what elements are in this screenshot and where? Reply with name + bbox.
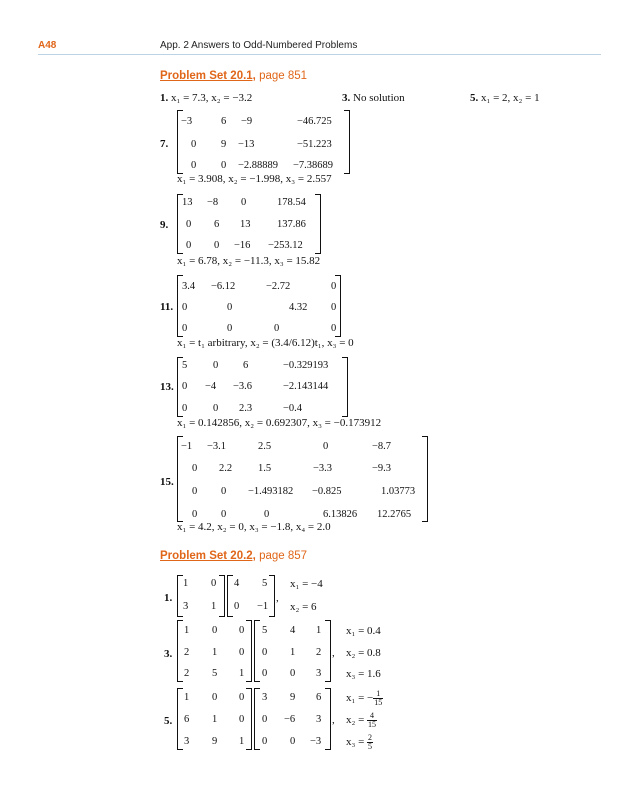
matrix-cell: 0 [192,509,198,520]
separator-comma: , [332,714,335,726]
matrix-cell: 1 [212,714,218,725]
matrix-bracket-left [177,688,183,750]
solution-prefix: x₃ = [346,736,368,749]
matrix-cell: 0 [331,281,337,292]
matrix-cell: −4 [205,381,217,392]
section-title-20-1 [160,70,307,82]
matrix-cell: 0 [213,360,219,371]
matrix-cell: 0 [239,692,245,703]
matrix-bracket-right [342,357,348,417]
separator-comma: , [332,647,335,659]
matrix-bracket-left [227,575,233,617]
matrix-cell: 0 [331,323,337,334]
matrix-cell: 4.32 [289,302,308,313]
matrix-cell: 0 [262,714,268,725]
solution-prefix: x₂ = [346,714,368,727]
matrix-cell: 0 [331,302,337,313]
section-title-20-2 [160,550,307,562]
problem-number-1: 1. [164,592,173,604]
matrix-bracket-right [269,575,275,617]
problem-number: 1. [160,92,169,104]
solution-x1 [346,690,383,707]
matrix-cell: 137.86 [277,219,306,230]
matrix-cell: 6 [316,692,322,703]
matrix-cell: 6 [214,219,220,230]
problem-number-5: 5. [164,715,173,727]
problem-number-9: 9. [160,219,169,231]
matrix-cell: 5 [262,625,268,636]
matrix-cell: −3.1 [207,441,227,452]
matrix-cell: 0 [214,240,220,251]
matrix-cell: 0 [221,160,227,171]
matrix-cell: 2.2 [219,463,233,474]
matrix-bracket-right [246,620,252,682]
matrix-bracket-right [422,436,428,522]
matrix-cell: 5 [182,360,188,371]
solution-x3: x₃ = 1.6 [346,668,381,680]
matrix-cell: 0 [182,302,188,313]
answer-3 [342,92,405,104]
section-page-ref: page 851 [259,70,308,82]
matrix-cell: 0 [192,463,198,474]
matrix-cell: 4 [234,578,240,589]
matrix-cell: −9 [241,116,253,127]
denominator: 5 [368,742,373,751]
matrix-cell: 6.13826 [323,509,358,520]
solution-x2: x₂ = 0.8 [346,647,381,659]
fraction [367,712,377,729]
matrix-cell: −6.12 [211,281,236,292]
matrix-cell: −2.143144 [283,381,329,392]
matrix-cell: 0 [234,601,240,612]
answer-text: x₁ = 2, x₂ = 1 [481,92,540,104]
matrix-cell: −8 [207,197,219,208]
matrix-cell: 3 [316,668,322,679]
matrix-cell: 13 [240,219,251,230]
matrix-cell: 1 [290,647,296,658]
matrix-cell: 0 [213,403,219,414]
matrix-cell: 0 [182,323,188,334]
matrix-bracket-left [177,620,183,682]
numerator: 1 [373,690,383,699]
matrix-cell: 0 [221,509,227,520]
matrix-cell: 0 [221,486,227,497]
matrix-cell: 9 [212,736,218,747]
matrix-cell: 0 [239,647,245,658]
matrix-cell: 5 [212,668,218,679]
matrix-bracket-right [325,688,331,750]
matrix-cell: 0 [192,486,198,497]
matrix-cell: 0 [191,160,197,171]
section-title-text: Problem Set 20.1, [160,70,256,82]
matrix-cell: 0 [239,714,245,725]
matrix-cell: 1 [184,625,190,636]
matrix-bracket-right [325,620,331,682]
matrix-cell: −7.38689 [293,160,334,171]
matrix-cell: 0 [186,240,192,251]
matrix-cell: −2.88889 [238,160,279,171]
matrix-cell: 2 [316,647,322,658]
matrix-bracket-right [315,194,321,254]
matrix-cell: −1 [257,601,269,612]
matrix-cell: 0 [262,736,268,747]
solution-x1: x₁ = −4 [290,578,323,590]
solution-13: x₁ = 0.142856, x₂ = 0.692307, x₃ = −0.173912 [177,417,382,429]
matrix-cell: 1 [212,647,218,658]
page-number: A48 [38,40,57,51]
matrix-cell: 3 [262,692,268,703]
matrix-cell: −3.6 [233,381,253,392]
matrix-cell: 1 [184,692,190,703]
running-title: App. 2 Answers to Odd-Numbered Problems [160,40,358,51]
matrix-bracket-left [254,620,260,682]
fraction [373,690,383,707]
matrix-cell: 0 [182,381,188,392]
matrix-cell: 0 [262,647,268,658]
matrix-cell: 0 [290,736,296,747]
matrix-bracket-right [344,110,350,174]
problem-number-11: 11. [160,301,174,313]
matrix-cell: 4 [290,625,296,636]
matrix-cell: 1.03773 [381,486,416,497]
fraction [367,734,373,751]
matrix-cell: 0 [212,625,218,636]
solution-x2 [346,712,377,729]
problem-number: 3. [342,92,351,104]
matrix-cell: 6 [184,714,190,725]
matrix-bracket-right [219,575,225,617]
matrix-cell: −0.825 [312,486,342,497]
solution-9: x₁ = 6.78, x₂ = −11.3, x₃ = 15.82 [177,255,321,267]
matrix-cell: 2 [184,647,190,658]
matrix-cell: 0 [227,302,233,313]
matrix-cell: 1 [211,601,217,612]
matrix-cell: 2.5 [258,441,272,452]
matrix-cell: −0.329193 [283,360,329,371]
section-page-ref: page 857 [259,550,308,562]
denominator: 15 [368,720,377,729]
solution-x2: x₂ = 6 [290,601,317,613]
header-rule [38,54,601,55]
matrix-cell: −46.725 [297,116,332,127]
matrix-bracket-right [246,688,252,750]
answer-5 [470,92,540,104]
matrix-cell: 0 [191,139,197,150]
denominator: 15 [374,698,383,707]
solution-7: x₁ = 3.908, x₂ = −1.998, x₃ = 2.557 [177,173,332,185]
matrix-cell: 3.4 [182,281,196,292]
matrix-cell: 0 [227,323,233,334]
answer-text: x₁ = 7.3, x₂ = −3.2 [171,92,253,104]
matrix-cell: −3 [181,116,193,127]
matrix-bracket-left [254,688,260,750]
matrix-cell: 0 [264,509,270,520]
numerator: 4 [367,712,377,721]
matrix-cell: 9 [221,139,227,150]
matrix-cell: 0 [182,403,188,414]
matrix-cell: −13 [238,139,255,150]
matrix-cell: 0 [290,668,296,679]
solution-x3 [346,734,373,751]
problem-number-15: 15. [160,476,174,488]
matrix-cell: −3.3 [313,463,333,474]
problem-number-13: 13. [160,381,174,393]
solution-15: x₁ = 4.2, x₂ = 0, x₃ = −1.8, x₄ = 2.0 [177,521,331,533]
matrix-cell: 1 [316,625,322,636]
matrix-cell: −9.3 [372,463,392,474]
answer-1 [160,92,252,104]
matrix-cell: −1 [181,441,193,452]
matrix-cell: −3 [310,736,322,747]
matrix-cell: 0 [186,219,192,230]
matrix-cell: 3 [183,601,189,612]
matrix-cell: 0 [241,197,247,208]
matrix-cell: 1.5 [258,463,272,474]
matrix-cell: 0 [211,578,217,589]
matrix-cell: 3 [184,736,190,747]
separator-comma: , [276,592,279,604]
matrix-cell: 1 [239,736,245,747]
matrix-cell: 178.54 [277,197,306,208]
matrix-cell: 0 [323,441,329,452]
matrix-cell: −6 [284,714,296,725]
section-title-text: Problem Set 20.2, [160,550,256,562]
matrix-cell: −253.12 [268,240,303,251]
matrix-cell: 1 [239,668,245,679]
matrix-cell: 13 [182,197,193,208]
matrix-cell: 0 [262,668,268,679]
solution-x1: x₁ = 0.4 [346,625,381,637]
matrix-cell: 0 [212,692,218,703]
matrix-cell: −16 [234,240,251,251]
matrix-cell: 2.3 [239,403,253,414]
matrix-cell: −1.493182 [248,486,294,497]
matrix-cell: 6 [243,360,249,371]
solution-prefix: x₁ = − [346,692,374,705]
matrix-cell: 3 [316,714,322,725]
matrix-cell: −51.223 [297,139,332,150]
matrix-cell: 12.2765 [377,509,412,520]
answer-text: No solution [353,92,405,104]
matrix-cell: −8.7 [372,441,392,452]
matrix-cell: 0 [274,323,280,334]
problem-number-3: 3. [164,648,173,660]
matrix-cell: −0.4 [283,403,303,414]
matrix-cell: 2 [184,668,190,679]
matrix-cell: 1 [183,578,189,589]
matrix-cell: 5 [262,578,268,589]
numerator: 2 [368,733,373,742]
matrix-cell: −2.72 [266,281,291,292]
problem-number-7: 7. [160,138,169,150]
matrix-cell: 9 [290,692,296,703]
solution-11: x₁ = t₁ arbitrary, x₂ = (3.4/6.12)t₁, x₃ = 0 [177,337,354,349]
problem-number: 5. [470,92,479,104]
matrix-cell: 6 [221,116,227,127]
matrix-cell: 0 [239,625,245,636]
